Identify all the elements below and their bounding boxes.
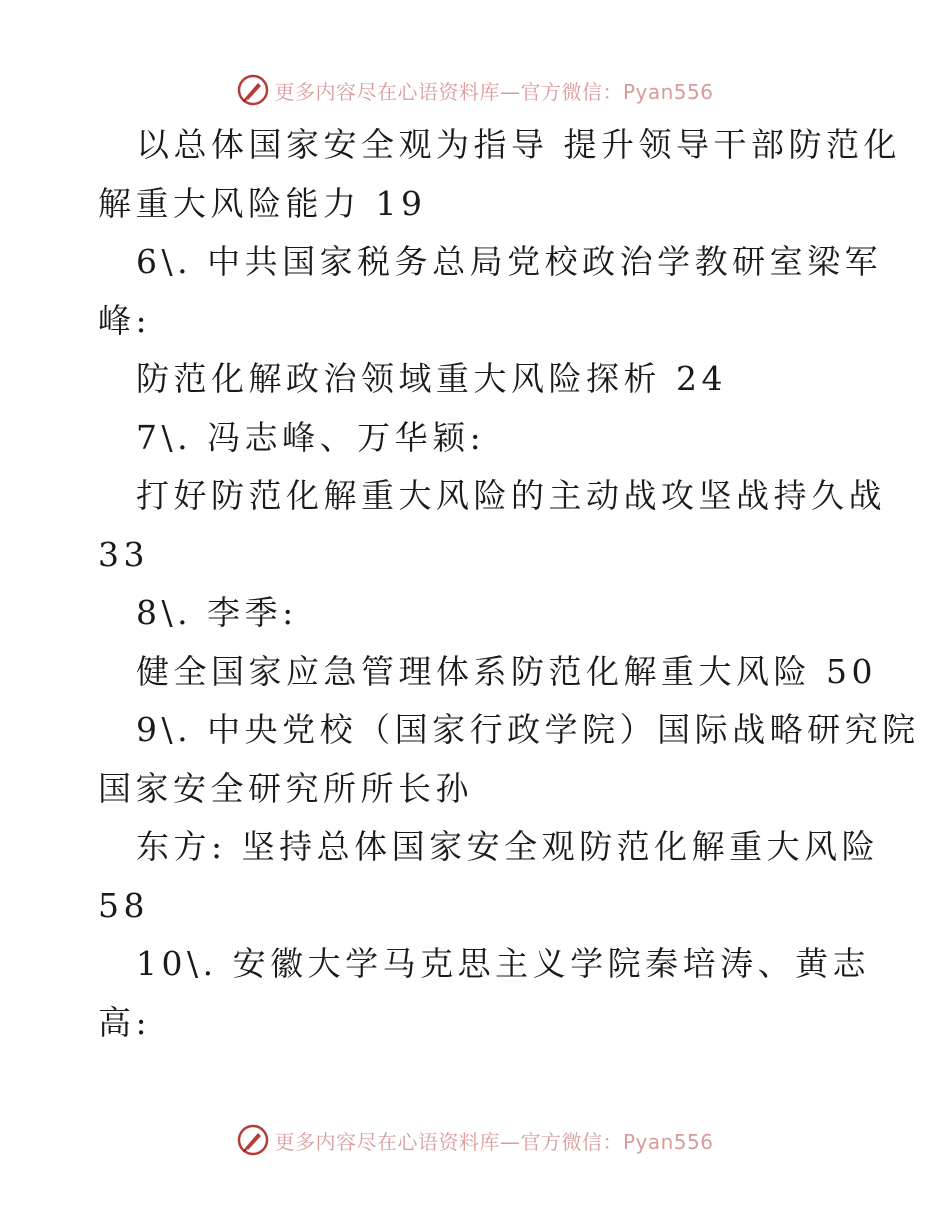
- watermark-text: 更多内容尽在心语资料库—官方微信：Pyan556: [274, 79, 714, 104]
- text-line: 峰:: [98, 300, 152, 340]
- text-line: 10\. 安徽大学马克思主义学院秦培涛、黄志: [136, 944, 871, 983]
- watermark-text: 更多内容尽在心语资料库—官方微信：Pyan556: [274, 1129, 714, 1154]
- text-line: 8\. 李季:: [136, 593, 298, 632]
- text-line: 打好防范化解重大风险的主动战攻坚战持久战: [136, 476, 886, 515]
- footer-watermark: [0, 1120, 950, 1160]
- pen-logo-icon: [236, 73, 270, 107]
- text-line: 健全国家应急管理体系防范化解重大风险 50: [136, 651, 877, 691]
- text-line: 以总体国家安全观为指导 提升领导干部防范化: [136, 125, 901, 164]
- text-line: 防范化解政治领域重大风险探析 24: [136, 359, 727, 398]
- document-body: [98, 116, 920, 1052]
- text-line: 7\. 冯志峰、万华颖:: [136, 417, 486, 457]
- text-line: 东方: 坚持总体国家安全观防范化解重大风险: [136, 827, 880, 866]
- text-line: 33: [98, 534, 149, 574]
- text-line: 58: [98, 885, 149, 925]
- header-watermark: [0, 70, 950, 110]
- text-line: 国家安全研究所所长孙: [98, 768, 473, 808]
- text-line: 9\. 中央党校（国家行政学院）国际战略研究院: [136, 710, 920, 749]
- pen-logo-icon: [236, 1123, 270, 1157]
- text-line: 解重大风险能力 19: [98, 183, 427, 223]
- text-line: 高:: [98, 1002, 152, 1042]
- text-line: 6\. 中共国家税务总局党校政治学教研室梁军: [136, 242, 883, 281]
